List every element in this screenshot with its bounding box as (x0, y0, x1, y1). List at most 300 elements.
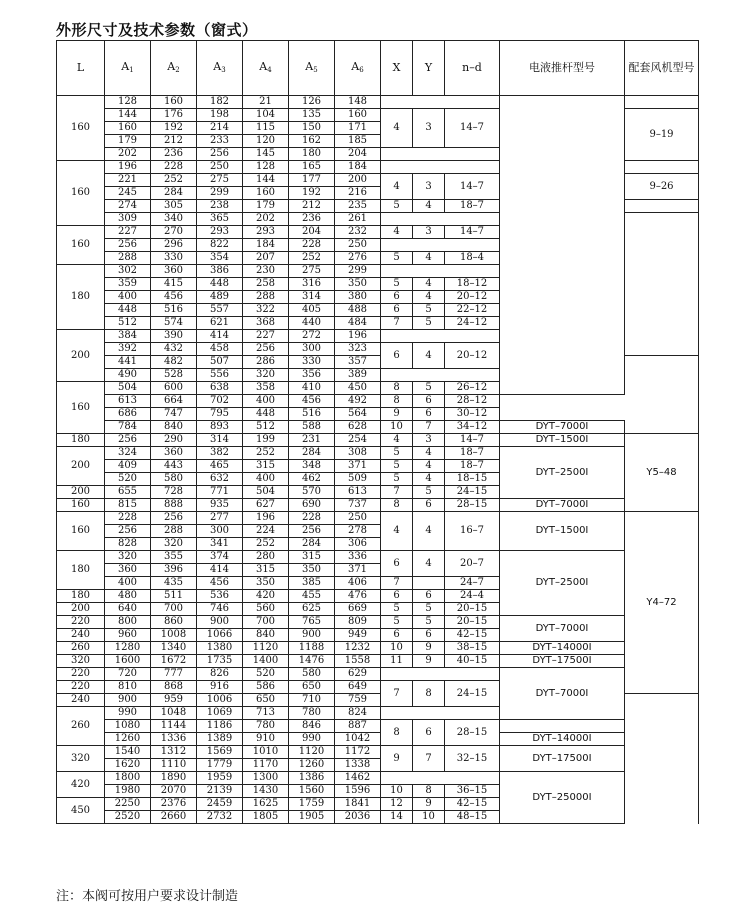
table-cell: 900 (289, 629, 335, 642)
table-cell: 1389 (197, 733, 243, 746)
header-a5: $A_5$ (289, 41, 335, 96)
table-cell: 4 (381, 226, 413, 239)
table-cell: 20–12 (445, 291, 500, 304)
table-cell: 1048 (151, 707, 197, 720)
table-cell: 700 (151, 603, 197, 616)
table-cell: 2376 (151, 798, 197, 811)
table-cell: 274 (105, 200, 151, 213)
table-cell: 314 (289, 291, 335, 304)
table-cell: 18–4 (445, 252, 500, 265)
table-cell: 1172 (335, 746, 381, 759)
table-cell: 180 (57, 434, 105, 447)
table-cell: 4 (413, 252, 445, 265)
table-cell: 588 (289, 421, 335, 434)
table-cell: 162 (289, 135, 335, 148)
table-cell: 355 (151, 551, 197, 564)
table-cell: 196 (243, 512, 289, 525)
table-cell: 628 (335, 421, 381, 434)
header-row (57, 41, 699, 96)
table-cell: 200 (57, 330, 105, 382)
table-cell: 520 (243, 668, 289, 681)
table-cell: 128 (243, 161, 289, 174)
table-cell: 450 (335, 382, 381, 395)
table-cell: 456 (151, 291, 197, 304)
table-cell: 420 (243, 590, 289, 603)
table-cell: 238 (197, 200, 243, 213)
table-cell: 3 (413, 109, 445, 148)
table-cell: 824 (335, 707, 381, 720)
table-cell: 24–7 (445, 577, 500, 590)
table-cell: 586 (243, 681, 289, 694)
table-cell: 5 (413, 317, 445, 330)
table-cell (381, 148, 500, 161)
table-cell: 746 (197, 603, 243, 616)
table-cell: 288 (105, 252, 151, 265)
table-cell: 256 (105, 434, 151, 447)
table-cell: 150 (289, 122, 335, 135)
table-cell: 640 (105, 603, 151, 616)
table-cell: 1110 (151, 759, 197, 772)
table-cell: 180 (57, 590, 105, 603)
table-cell: 160 (57, 226, 105, 265)
table-cell: 6 (381, 291, 413, 304)
table-cell: 6 (413, 408, 445, 421)
table-row (57, 447, 699, 460)
table-cell: 3 (413, 434, 445, 447)
table-cell: 710 (289, 694, 335, 707)
table-cell: 180 (57, 265, 105, 330)
table-cell: 371 (335, 460, 381, 473)
table-cell: 296 (151, 239, 197, 252)
table-cell: 180 (289, 148, 335, 161)
table-cell: 252 (151, 174, 197, 187)
table-row (57, 655, 699, 668)
table-cell: 176 (151, 109, 197, 122)
table-cell: 148 (335, 96, 381, 109)
table-cell: 204 (335, 148, 381, 161)
table-cell: 42–15 (445, 798, 500, 811)
table-cell: DYT–1500Ⅰ (500, 434, 625, 447)
table-cell: 504 (105, 382, 151, 395)
table-cell: 126 (289, 96, 335, 109)
table-row (57, 733, 699, 746)
table-cell: 822 (197, 239, 243, 252)
table-cell: 6 (381, 304, 413, 317)
table-cell: 448 (243, 408, 289, 421)
table-cell: 371 (335, 564, 381, 577)
table-cell: 655 (105, 486, 151, 499)
table-cell: 1386 (289, 772, 335, 785)
table-cell: 1560 (289, 785, 335, 798)
table-cell: 160 (105, 122, 151, 135)
table-cell: DYT–17500Ⅰ (500, 746, 625, 772)
table-cell: 260 (57, 707, 105, 746)
table-cell: 336 (335, 551, 381, 564)
table-cell: 456 (289, 395, 335, 408)
table-cell: 160 (57, 161, 105, 226)
table-cell: 570 (289, 486, 335, 499)
table-cell: 420 (57, 772, 105, 798)
table-cell: 48–15 (445, 811, 500, 824)
table-cell: 212 (151, 135, 197, 148)
table-cell: 272 (289, 330, 335, 343)
table-cell: 358 (243, 382, 289, 395)
table-cell: 256 (243, 343, 289, 356)
table-cell: 380 (335, 291, 381, 304)
table-cell: 1170 (243, 759, 289, 772)
table-cell: 406 (335, 577, 381, 590)
table-cell: 252 (243, 447, 289, 460)
table-cell: 10 (381, 785, 413, 798)
table-cell: 250 (335, 239, 381, 252)
table-cell: 900 (105, 694, 151, 707)
table-cell: Y4–72 (625, 512, 699, 694)
table-cell: 120 (243, 135, 289, 148)
table-cell: 484 (335, 317, 381, 330)
table-cell: 202 (243, 213, 289, 226)
spec-table (56, 40, 699, 824)
table-cell: 1759 (289, 798, 335, 811)
table-cell: 231 (289, 434, 335, 447)
header-a1: $A_1$ (105, 41, 151, 96)
table-cell: 275 (197, 174, 243, 187)
table-cell: 600 (151, 382, 197, 395)
table-cell: 290 (151, 434, 197, 447)
table-cell: 200 (57, 603, 105, 616)
table-row (57, 668, 699, 681)
table-body (57, 96, 699, 824)
table-cell: 389 (335, 369, 381, 382)
table-cell: 1186 (197, 720, 243, 733)
table-cell: 228 (105, 512, 151, 525)
table-cell: 9 (413, 655, 445, 668)
table-cell: 5 (381, 616, 413, 629)
table-cell: 198 (197, 109, 243, 122)
table-cell: 5 (381, 252, 413, 265)
table-cell: 3 (413, 174, 445, 200)
table-cell: 28–15 (445, 499, 500, 512)
table-cell: 184 (243, 239, 289, 252)
table-cell: DYT–2500Ⅰ (500, 447, 625, 499)
table-cell: 365 (197, 213, 243, 226)
table-cell: 625 (289, 603, 335, 616)
table-cell: 165 (289, 161, 335, 174)
table-cell: 192 (289, 187, 335, 200)
table-cell: 284 (151, 187, 197, 200)
table-cell: 9 (381, 408, 413, 421)
table-cell: 252 (243, 538, 289, 551)
table-cell: 9–26 (625, 174, 699, 200)
table-cell: 702 (197, 395, 243, 408)
table-cell: 2459 (197, 798, 243, 811)
table-cell: 512 (243, 421, 289, 434)
table-cell: 26–12 (445, 382, 500, 395)
table-cell: 509 (335, 473, 381, 486)
table-cell: 649 (335, 681, 381, 694)
table-row (57, 551, 699, 564)
table-cell: 613 (335, 486, 381, 499)
table-cell: 1144 (151, 720, 197, 733)
table-cell: DYT–7000Ⅰ (500, 616, 625, 642)
table-cell: 455 (289, 590, 335, 603)
table-cell: 104 (243, 109, 289, 122)
table-row (57, 512, 699, 525)
table-cell: 1188 (289, 642, 335, 655)
table-cell: 192 (151, 122, 197, 135)
table-row (57, 720, 699, 733)
table-cell: 771 (197, 486, 243, 499)
table-cell: DYT–14000Ⅰ (500, 733, 625, 746)
table-cell: DYT–1500Ⅰ (500, 512, 625, 551)
table-cell: 516 (151, 304, 197, 317)
table-cell: 144 (243, 174, 289, 187)
table-cell: 2070 (151, 785, 197, 798)
table-cell: 765 (289, 616, 335, 629)
table-cell: 322 (243, 304, 289, 317)
table-cell: 910 (243, 733, 289, 746)
table-cell: 580 (289, 668, 335, 681)
table-cell: 7 (413, 421, 445, 434)
table-cell: 887 (335, 720, 381, 733)
table-cell: 2732 (197, 811, 243, 824)
table-cell (381, 96, 500, 109)
table-cell: 809 (335, 616, 381, 629)
table-cell: 916 (197, 681, 243, 694)
table-cell: 737 (335, 499, 381, 512)
table-cell: 935 (197, 499, 243, 512)
table-cell: 171 (335, 122, 381, 135)
table-cell: 288 (151, 525, 197, 538)
table-cell: 384 (105, 330, 151, 343)
table-cell: 32–15 (445, 746, 500, 772)
table-cell: 179 (243, 200, 289, 213)
table-title: 外形尺寸及技术参数（窗式） (56, 21, 258, 39)
table-cell: 40–15 (445, 655, 500, 668)
table-cell: 260 (57, 642, 105, 655)
table-cell: 28–12 (445, 395, 500, 408)
table-cell: 1280 (105, 642, 151, 655)
table-cell: 233 (197, 135, 243, 148)
table-cell: 340 (151, 213, 197, 226)
table-cell: 949 (335, 629, 381, 642)
table-cell: 400 (243, 395, 289, 408)
table-cell: 5 (381, 200, 413, 213)
table-cell: 6 (381, 590, 413, 603)
table-cell: 396 (151, 564, 197, 577)
table-cell: 1300 (243, 772, 289, 785)
table-cell: 504 (243, 486, 289, 499)
table-cell: 650 (243, 694, 289, 707)
table-cell: 220 (57, 616, 105, 629)
table-cell: 309 (105, 213, 151, 226)
table-cell: 214 (197, 122, 243, 135)
table-cell: 1476 (289, 655, 335, 668)
table-cell: 650 (289, 681, 335, 694)
table-cell: 252 (289, 252, 335, 265)
table-cell: 960 (105, 629, 151, 642)
table-cell: 627 (243, 499, 289, 512)
table-cell: 160 (243, 187, 289, 200)
table-cell (625, 200, 699, 213)
table-cell: 350 (243, 577, 289, 590)
table-cell: 160 (57, 499, 105, 512)
table-cell: 240 (57, 629, 105, 642)
table-cell: 20–15 (445, 616, 500, 629)
table-cell: 560 (243, 603, 289, 616)
table-cell: 415 (151, 278, 197, 291)
table-cell: 1312 (151, 746, 197, 759)
table-cell: 18–7 (445, 460, 500, 473)
table-cell: 5 (413, 382, 445, 395)
table-cell: 1042 (335, 733, 381, 746)
table-cell: 284 (289, 538, 335, 551)
table-cell: 14 (381, 811, 413, 824)
table-cell: 227 (105, 226, 151, 239)
table-cell: DYT–25000Ⅰ (500, 772, 625, 824)
table-cell: 1066 (197, 629, 243, 642)
table-cell: 720 (105, 668, 151, 681)
table-cell: 777 (151, 668, 197, 681)
table-cell: 36–15 (445, 785, 500, 798)
table-cell: 256 (151, 512, 197, 525)
table-cell: 8 (413, 681, 445, 707)
table-cell: 300 (197, 525, 243, 538)
table-cell: 7 (381, 681, 413, 707)
table-cell: 350 (289, 564, 335, 577)
table-cell: 1540 (105, 746, 151, 759)
table-cell: 275 (289, 265, 335, 278)
table-cell: 728 (151, 486, 197, 499)
table-cell: 2139 (197, 785, 243, 798)
table-cell: 2520 (105, 811, 151, 824)
table-cell: 1735 (197, 655, 243, 668)
table-cell: 1430 (243, 785, 289, 798)
table-cell: 1010 (243, 746, 289, 759)
table-cell: 228 (289, 239, 335, 252)
table-cell: 330 (151, 252, 197, 265)
table-cell: 840 (243, 629, 289, 642)
table-cell: 1980 (105, 785, 151, 798)
header-l: L (57, 41, 105, 96)
table-cell: 440 (289, 317, 335, 330)
table-cell: 284 (289, 447, 335, 460)
table-cell: 24–12 (445, 317, 500, 330)
table-cell: 22–12 (445, 304, 500, 317)
table-cell: 448 (197, 278, 243, 291)
table-cell: 320 (57, 655, 105, 668)
table-cell: 5 (413, 304, 445, 317)
header-actuator-model: 电液推杆型号 (500, 41, 625, 96)
table-cell: 14–7 (445, 109, 500, 148)
table-cell: 528 (151, 369, 197, 382)
table-cell (381, 213, 500, 226)
table-cell: 6 (381, 343, 413, 369)
table-cell: 1779 (197, 759, 243, 772)
table-cell: 1340 (151, 642, 197, 655)
table-cell: 759 (335, 694, 381, 707)
header-nd: n–d (445, 41, 500, 96)
table-cell: 302 (105, 265, 151, 278)
table-cell: 480 (105, 590, 151, 603)
table-cell: 556 (197, 369, 243, 382)
table-cell: 462 (289, 473, 335, 486)
table-cell: 520 (105, 473, 151, 486)
table-cell: 780 (243, 720, 289, 733)
table-cell: 629 (335, 668, 381, 681)
table-cell: 632 (197, 473, 243, 486)
table-cell: 1336 (151, 733, 197, 746)
table-cell: 8 (413, 785, 445, 798)
table-cell: 180 (57, 551, 105, 590)
table-cell: 14–7 (445, 434, 500, 447)
table-cell: 270 (151, 226, 197, 239)
table-cell: 512 (105, 317, 151, 330)
header-fan-model: 配套风机型号 (625, 41, 699, 96)
table-cell: 320 (105, 551, 151, 564)
table-cell: 6 (413, 395, 445, 408)
table-cell: 315 (243, 460, 289, 473)
table-cell: 18–15 (445, 473, 500, 486)
table-cell: 179 (105, 135, 151, 148)
table-cell (381, 239, 500, 252)
table-cell: 293 (197, 226, 243, 239)
table-cell: 160 (57, 96, 105, 161)
table-cell: 308 (335, 447, 381, 460)
table-cell: 135 (289, 109, 335, 122)
table-cell: 1260 (105, 733, 151, 746)
table-cell: 382 (197, 447, 243, 460)
table-cell: 18–7 (445, 200, 500, 213)
table-cell: 24–15 (445, 681, 500, 707)
table-cell: 18–12 (445, 278, 500, 291)
table-cell: 286 (243, 356, 289, 369)
table-cell: 20–15 (445, 603, 500, 616)
table-cell: 414 (197, 564, 243, 577)
table-cell: 441 (105, 356, 151, 369)
table-cell: 443 (151, 460, 197, 473)
table-cell: 323 (335, 343, 381, 356)
table-cell: 690 (289, 499, 335, 512)
header-a4: $A_4$ (243, 41, 289, 96)
table-cell: 7 (381, 577, 413, 590)
table-cell: 9 (413, 642, 445, 655)
table-cell: 200 (57, 447, 105, 486)
table-cell: 278 (335, 525, 381, 538)
table-cell: 196 (105, 161, 151, 174)
table-cell: 638 (197, 382, 243, 395)
table-cell: 288 (243, 291, 289, 304)
table-cell: 261 (335, 213, 381, 226)
table-cell: 220 (57, 681, 105, 694)
table-cell: 5 (381, 603, 413, 616)
table-cell: 400 (243, 473, 289, 486)
table-cell: 490 (105, 369, 151, 382)
table-cell: 5 (413, 616, 445, 629)
table-cell: 1462 (335, 772, 381, 785)
table-cell: 5 (381, 473, 413, 486)
header-a2: $A_2$ (151, 41, 197, 96)
header-a6: $A_6$ (335, 41, 381, 96)
table-cell: DYT–7000Ⅰ (500, 499, 625, 512)
table-cell: 9 (381, 746, 413, 772)
table-cell: 5 (381, 447, 413, 460)
table-cell (381, 330, 500, 343)
table-cell: 621 (197, 317, 243, 330)
table-cell: 221 (105, 174, 151, 187)
table-cell: 360 (151, 265, 197, 278)
table-cell: 4 (413, 278, 445, 291)
table-cell: 432 (151, 343, 197, 356)
